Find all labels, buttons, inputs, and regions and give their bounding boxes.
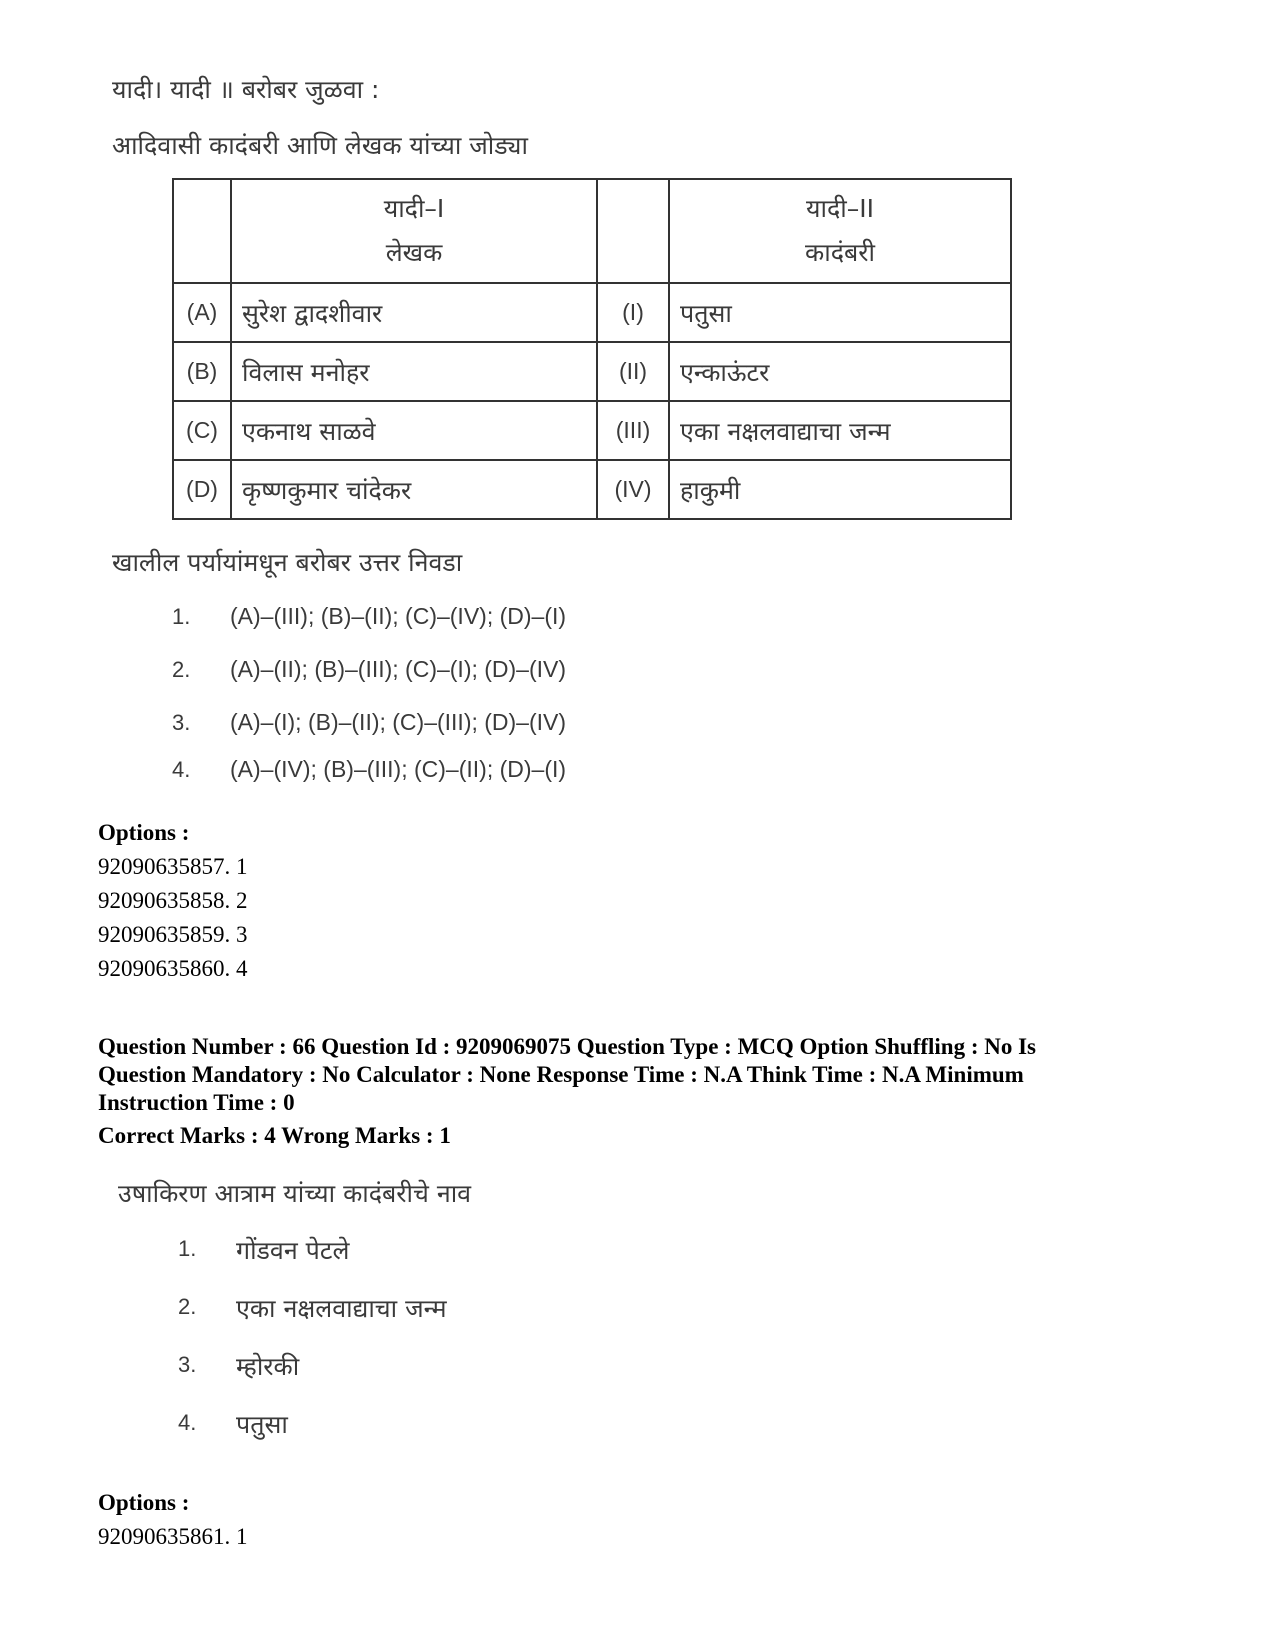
novel-cell: हाकुमी [669,460,1011,519]
left-header-line2: लेखक [385,238,443,267]
empty-cell [597,179,669,283]
table-row [173,460,1011,519]
row-label: (A) [173,283,231,342]
row-label: (C) [173,401,231,460]
option-id: 92090635859. 3 [98,922,248,947]
row-label: (B) [173,342,231,401]
empty-cell [173,179,231,283]
left-header-line1: यादी–I [383,194,445,223]
right-header-line1: यादी–II [806,194,874,223]
option-id: 92090635860. 4 [98,956,248,981]
option-id: 92090635857. 1 [98,854,248,879]
choice-text: (A)–(III); (B)–(II); (C)–(IV); (D)–(I) [230,603,567,629]
novel-cell: एका नक्षलवाद्याचा जन्म [669,401,1011,460]
table-row [173,342,1011,401]
match-table-header [173,179,1011,283]
q65-subtitle: आदिवासी कादंबरी आणि लेखक यांच्या जोड्या [112,131,528,160]
q66-meta-line3: Instruction Time : 0 [98,1090,295,1115]
left-column-header [231,179,597,283]
choice-text: गोंडवन पेटले [236,1236,350,1265]
choice-text: एका नक्षलवाद्याचा जन्म [236,1294,447,1323]
match-table [172,178,1012,520]
q65-choose-text: खालील पर्यायांमधून बरोबर उत्तर निवडा [112,548,463,577]
options-label: Options : [98,820,190,845]
options-label: Options : [98,1490,190,1515]
author-cell: सुरेश द्वादशीवार [231,283,597,342]
author-cell: विलास मनोहर [231,342,597,401]
q66-question: उषाकिरण आत्राम यांच्या कादंबरीचे नाव [118,1179,472,1208]
novel-cell: पतुसा [669,283,1011,342]
choice-number: 3. [172,710,191,735]
choice-number: 2. [172,657,191,682]
option-id: 92090635858. 2 [98,888,248,913]
choice-number: 4. [178,1410,197,1435]
row-label: (III) [597,401,669,460]
row-label: (II) [597,342,669,401]
q66-meta-line1: Question Number : 66 Question Id : 9209069075 Question Type : MCQ Option Shuffling : No Is [98,1034,1037,1059]
choice-text: म्होरकी [236,1352,300,1381]
row-label: (I) [597,283,669,342]
table-row [173,401,1011,460]
row-label: (D) [173,460,231,519]
choice-number: 4. [172,757,191,782]
choice-number: 1. [172,604,191,629]
option-id: 92090635861. 1 [98,1524,248,1549]
q66-marks: Correct Marks : 4 Wrong Marks : 1 [98,1123,451,1148]
choice-text: (A)–(II); (B)–(III); (C)–(I); (D)–(IV) [230,656,567,682]
right-column-header [669,179,1011,283]
table-row [173,283,1011,342]
choice-number: 3. [178,1352,197,1377]
row-label: (IV) [597,460,669,519]
choice-text: पतुसा [236,1410,288,1439]
choice-number: 1. [178,1236,197,1261]
novel-cell: एन्काऊंटर [669,342,1011,401]
right-header-line2: कादंबरी [805,238,875,267]
author-cell: एकनाथ साळवे [231,401,597,460]
author-cell: कृष्णकुमार चांदेकर [231,460,597,519]
q65-instruction: यादी। यादी ॥ बरोबर जुळवा : [112,75,380,104]
choice-text: (A)–(I); (B)–(II); (C)–(III); (D)–(IV) [230,709,567,735]
choice-number: 2. [178,1294,197,1319]
q66-meta-line2: Question Mandatory : No Calculator : None Response Time : N.A Think Time : N.A Minimum [98,1062,1024,1087]
choice-text: (A)–(IV); (B)–(III); (C)–(II); (D)–(I) [230,756,567,782]
